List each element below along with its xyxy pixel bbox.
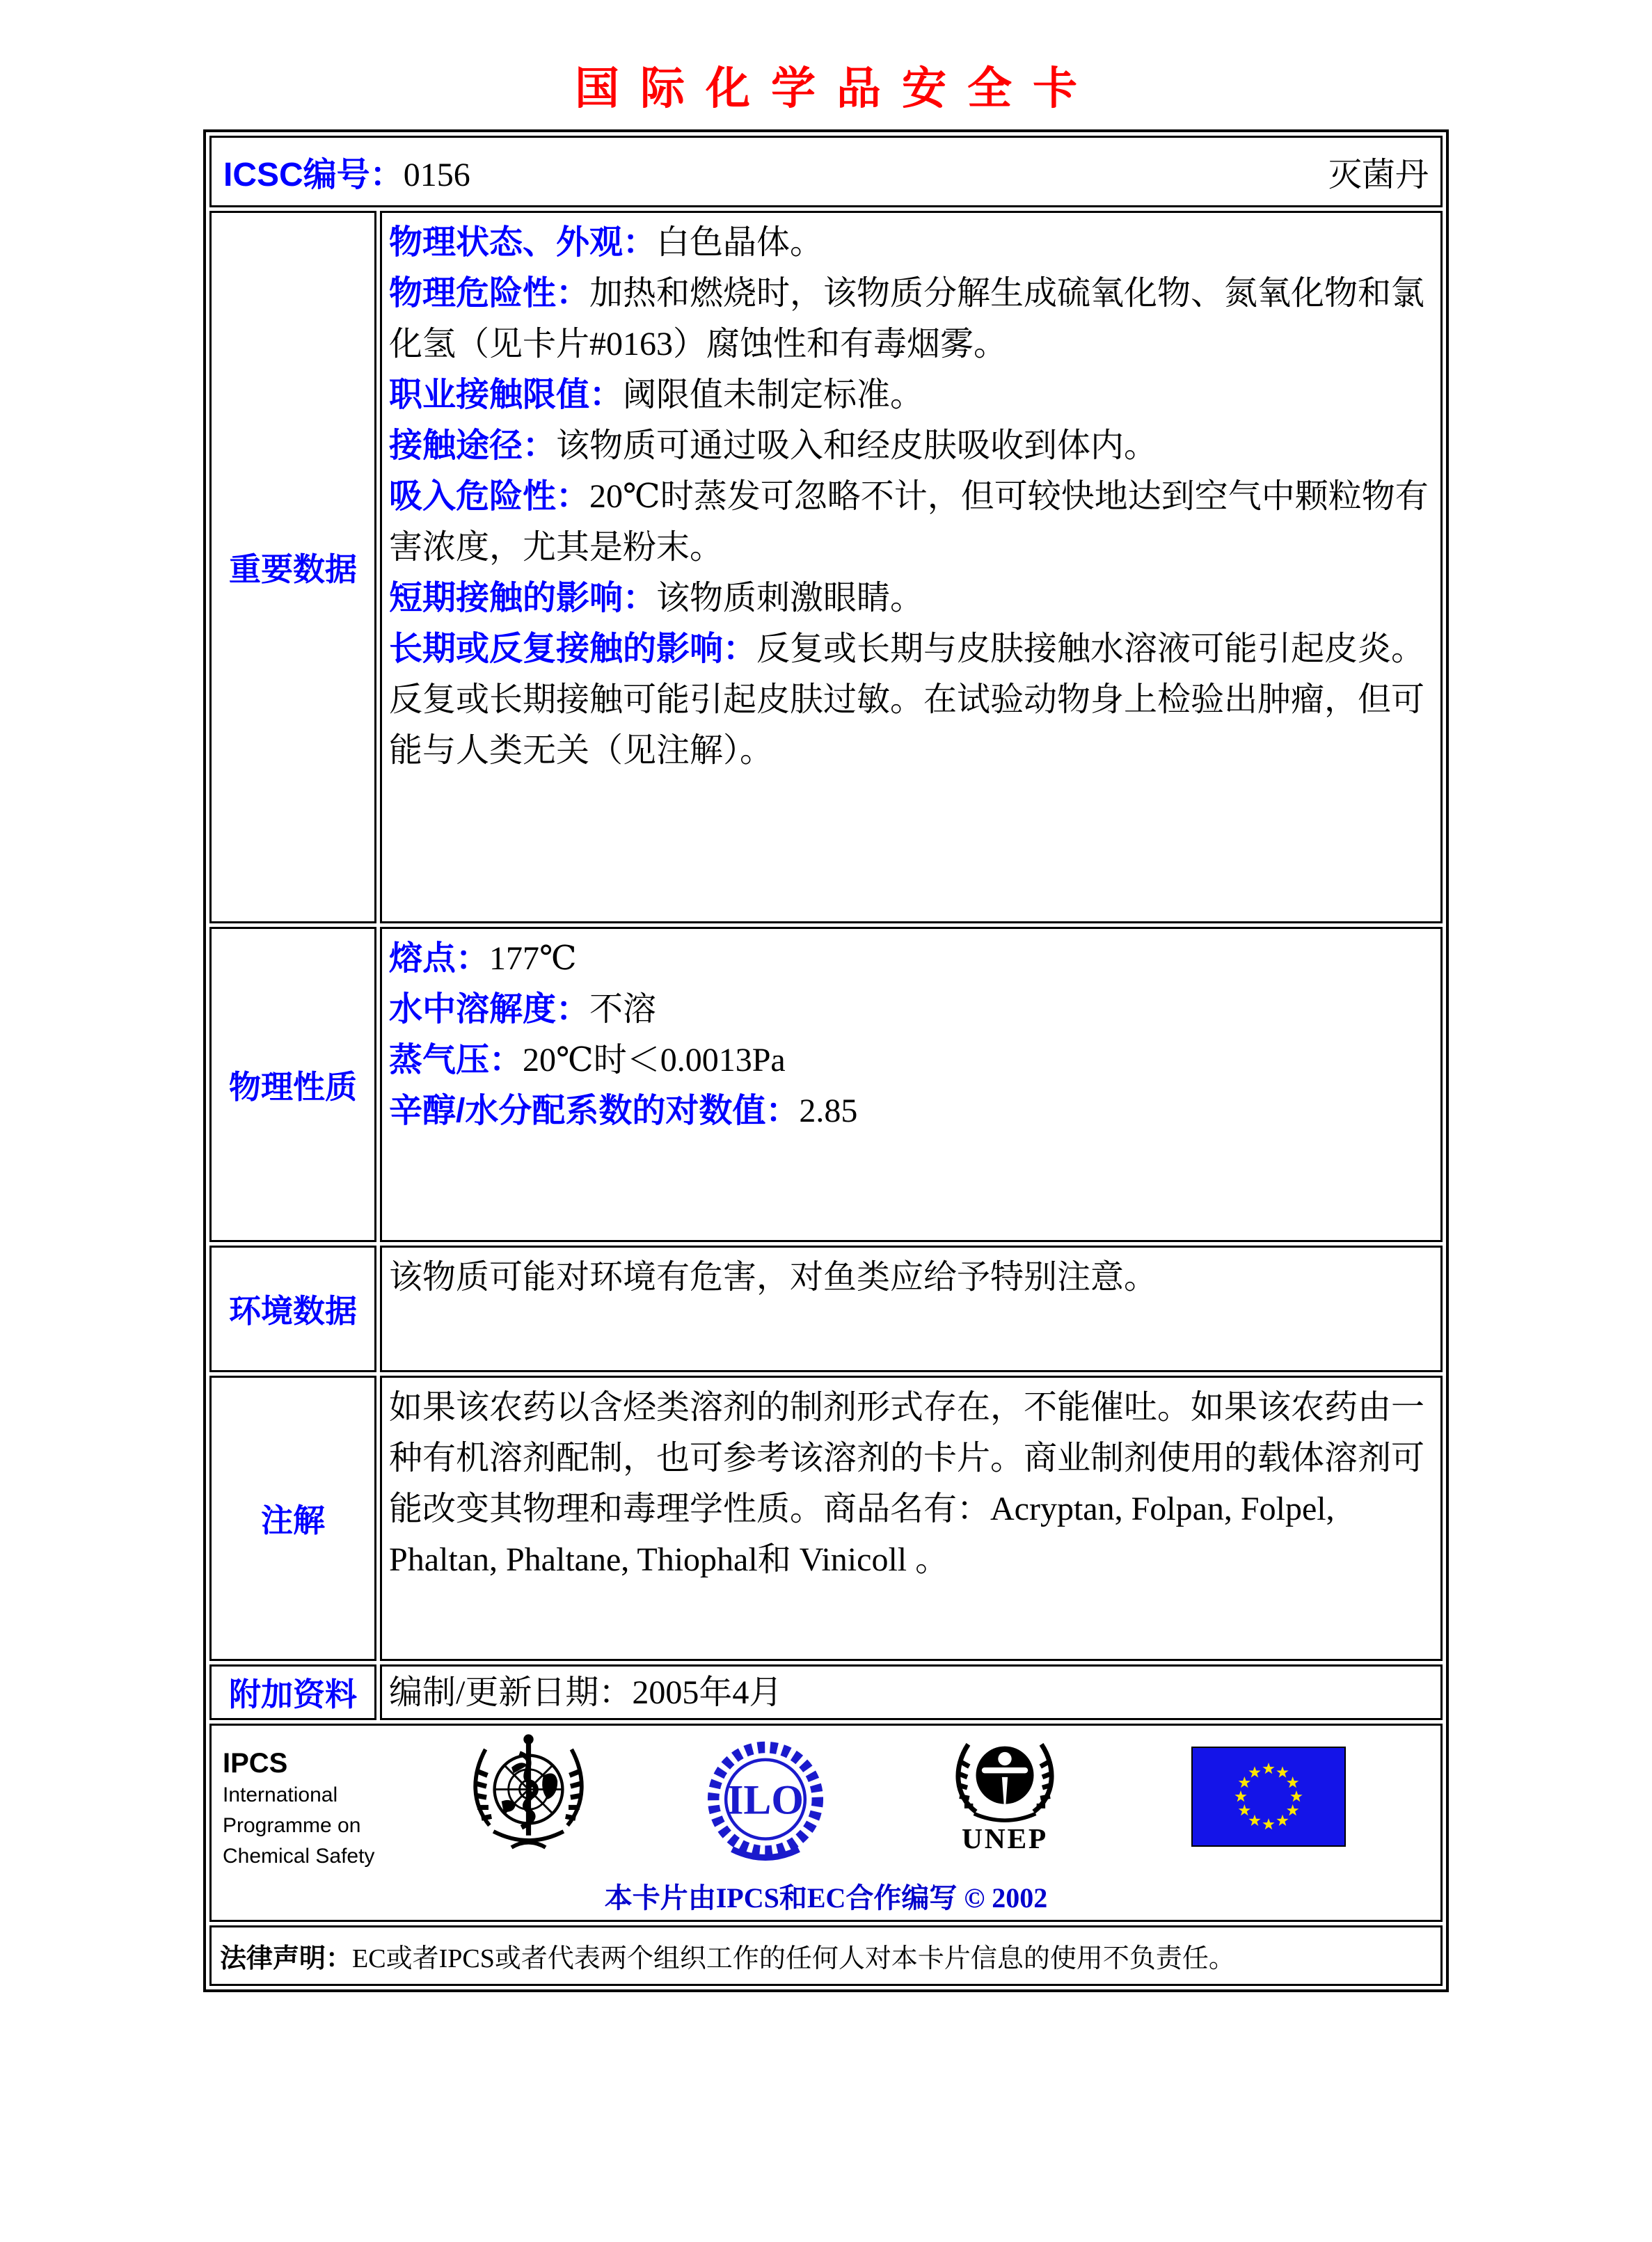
section-label-notes: 注解 [209, 1376, 376, 1661]
ipcs-text-block [223, 1747, 374, 1872]
section-row-important-data [209, 211, 1443, 923]
section-content-environmental-data [380, 1246, 1443, 1372]
page-title: 国际化学品安全卡 [575, 64, 1098, 113]
unep-letters: UNEP [961, 1822, 1049, 1852]
logos-row [209, 1724, 1443, 1922]
ipcs-line: Programme on [223, 1814, 361, 1837]
data-item: 接触途径：该物质可通过吸入和经皮肤吸收到体内。 [389, 427, 1158, 464]
data-item: 水中溶解度：不溶 [389, 991, 657, 1028]
legal-text: EC或者IPCS或者代表两个组织工作的任何人对本卡片信息的使用不负责任。 [352, 1944, 1235, 1973]
data-item: 编制/更新日期：2005年4月 [389, 1674, 783, 1711]
section-content-important-data [380, 211, 1443, 923]
data-item: 物理状态、外观：白色晶体。 [389, 224, 824, 261]
icsc-card-table [203, 129, 1449, 1992]
section-label-environmental-data: 环境数据 [209, 1246, 376, 1372]
chemical-name: 灭菌丹 [1328, 157, 1429, 193]
data-item: 熔点：177℃ [389, 940, 577, 977]
section-label-important-data: 重要数据 [209, 211, 376, 923]
section-row-physical-properties [209, 927, 1443, 1242]
who-icon [463, 1731, 594, 1860]
icsc-number-label: ICSC编号： [223, 157, 404, 193]
card-header-cell [209, 136, 1443, 207]
section-content-additional-info [380, 1664, 1443, 1720]
data-item: 短期接触的影响：该物质刺激眼睛。 [389, 580, 924, 617]
ipcs-line: International [223, 1783, 338, 1806]
icsc-number-value: 0156 [403, 157, 470, 193]
section-label-physical-properties: 物理性质 [209, 927, 376, 1242]
data-item: 蒸气压：20℃时＜0.0013Pa [389, 1042, 786, 1079]
data-item: 物理危险性：加热和燃烧时，该物质分解生成硫氧化物、氮氧化物和氯化氢（见卡片#0163）腐蚀性和有毒烟雾。 [389, 275, 1425, 363]
data-item: 辛醇/水分配系数的对数值：2.85 [389, 1092, 858, 1129]
data-item: 长期或反复接触的影响：反复或长期与皮肤接触水溶液可能引起皮炎。反复或长期接触可能引起皮肤过敏。在试验动物身上检验出肿瘤，但可能与人类无关（见注解）。 [389, 630, 1425, 769]
credit-text: 本卡片由IPCS和EC合作编写 [604, 1882, 958, 1914]
section-row-notes [209, 1376, 1443, 1661]
ipcs-line: Chemical Safety [223, 1845, 375, 1868]
section-row-additional-info [209, 1664, 1443, 1720]
data-item: 如果该农药以含烃类溶剂的制剂形式存在，不能催吐。如果该农药由一种有机溶剂配制，也可参考该溶剂的卡片。商业制剂使用的载体溶剂可能改变其物理和毒理学性质。商品名有：Acryptan, Folpan, Folpel, Phaltan, Phaltane, Thiophal和 Vinicoll 。 [389, 1389, 1425, 1578]
data-item: 该物质可能对环境有危害，对鱼类应给予特别注意。 [389, 1259, 1158, 1296]
legal-label: 法律声明： [220, 1944, 353, 1973]
card-header-row [209, 136, 1443, 207]
ipcs-acronym: IPCS [223, 1748, 288, 1779]
data-item: 职业接触限值：阈限值未制定标准。 [389, 376, 924, 413]
legal-row [209, 1925, 1443, 1986]
section-row-environmental-data [209, 1246, 1443, 1372]
logos-cell [209, 1724, 1443, 1922]
legal-cell [209, 1925, 1443, 1986]
section-label-additional-info: 附加资料 [209, 1664, 376, 1720]
copyright-text: © 2002 [964, 1882, 1048, 1914]
eu-flag-icon [1191, 1747, 1346, 1850]
data-item: 吸入危险性：20℃时蒸发可忽略不计，但可较快地达到空气中颗粒物有害浓度，尤其是粉末。 [389, 478, 1429, 566]
ilo-letters: ILO [727, 1776, 804, 1823]
credit-line [212, 1876, 1440, 1916]
section-content-notes [380, 1376, 1443, 1661]
ilo-icon [703, 1737, 828, 1873]
section-content-physical-properties [380, 927, 1443, 1242]
unep-icon [947, 1733, 1063, 1856]
